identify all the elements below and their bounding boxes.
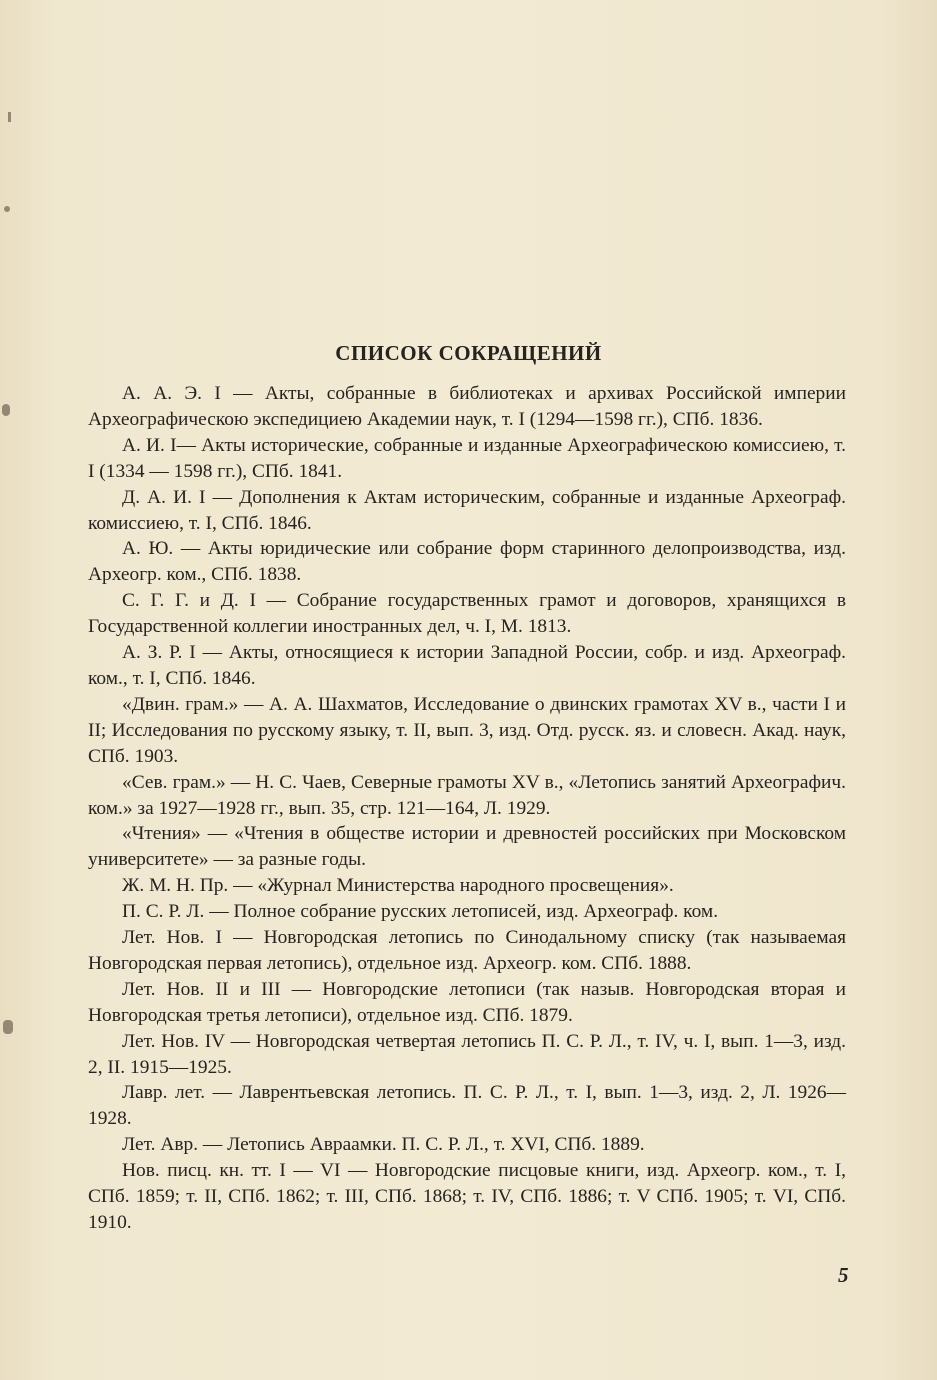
list-item: С. Г. Г. и Д. I — Собрание государственных грамот и договоров, хранящихся в Государственной коллегии иностранных дел, ч. I, М. 1813. xyxy=(88,590,846,638)
abbreviations-list xyxy=(88,381,846,1236)
margin-mark xyxy=(8,112,11,122)
page-number: 5 xyxy=(838,1263,849,1287)
list-item: Лет. Нов. IV — Новгородская четвертая летопись П. С. Р. Л., т. IV, ч. I, вып. 1—3, изд. 2, II. 1915—1925. xyxy=(88,1030,846,1078)
list-item: «Сев. грам.» — Н. С. Чаев, Северные грамоты XV в., «Летопись занятий Археографич. ком.» за 1927—1928 гг., вып. 35, стр. 121—164, Л. 1929. xyxy=(88,771,846,819)
list-item: Лет. Нов. II и III — Новгородские летописи (так назыв. Новгородская вторая и Новгородская третья летописи), отдельное изд. СПб. 1879. xyxy=(88,978,846,1026)
margin-mark xyxy=(4,206,10,212)
list-item: А. И. I— Акты исторические, собранные и изданные Археографическою комиссиею, т. I (1334 — 1598 гг.), СПб. 1841. xyxy=(88,434,846,482)
list-item: «Двин. грам.» — А. А. Шахматов, Исследование о двинских грамотах XV в., части I и II; Исследования по русскому языку, т. II, вып. 3, изд. Отд. русск. яз. и словесн. Акад. наук, СПб. 1903. xyxy=(88,693,846,767)
list-item: Нов. писц. кн. тт. I — VI — Новгородские писцовые книги, изд. Археогр. ком., т. I, СПб. 1859; т. II, СПб. 1862; т. III, СПб. 1868; т. IV, СПб. 1886; т. V СПб. 1905; т. VI, СПб. 1910. xyxy=(88,1160,846,1233)
list-item: Лавр. лет. — Лаврентьевская летопись. П. С. Р. Л., т. I, вып. 1—3, изд. 2, Л. 1926—1928. xyxy=(88,1082,846,1130)
list-item: Лет. Нов. I — Новгородская летопись по Синодальному списку (так называемая Новгородская первая летопись), отдельное изд. Археогр. ком. СПб. 1888. xyxy=(88,927,846,974)
margin-mark xyxy=(3,1020,13,1034)
list-item: Д. А. И. I — Дополнения к Актам историческим, собранные и изданные Археограф. комиссиею, т. I, СПб. 1846. xyxy=(88,486,846,534)
list-item: А. Ю. — Акты юридические или собрание форм старинного делопроизводства, изд. Археогр. ком., СПб. 1838. xyxy=(88,538,846,586)
list-item: П. С. Р. Л. — Полное собрание русских летописей, изд. Археограф. ком. xyxy=(122,901,719,923)
page-title: СПИСОК СОКРАЩЕНИЙ xyxy=(335,341,602,365)
list-item: А. А. Э. I — Акты, собранные в библиотеках и архивах Российской империи Археографическою экспедициею Академии наук, т. I (1294—1598 гг.), СПб. 1836. xyxy=(88,383,846,430)
list-item: Лет. Авр. — Летопись Авраамки. П. С. Р. Л., т. XVI, СПб. 1889. xyxy=(122,1134,645,1156)
list-item: А. З. Р. I — Акты, относящиеся к истории Западной России, собр. и изд. Археограф. ком., т. I, СПб. 1846. xyxy=(88,642,846,689)
margin-mark xyxy=(2,404,10,416)
list-item: Ж. М. Н. Пр. — «Журнал Министерства народного просвещения». xyxy=(122,875,674,897)
list-item: «Чтения» — «Чтения в обществе истории и древностей российских при Московском университете» — за разные годы. xyxy=(88,823,846,871)
